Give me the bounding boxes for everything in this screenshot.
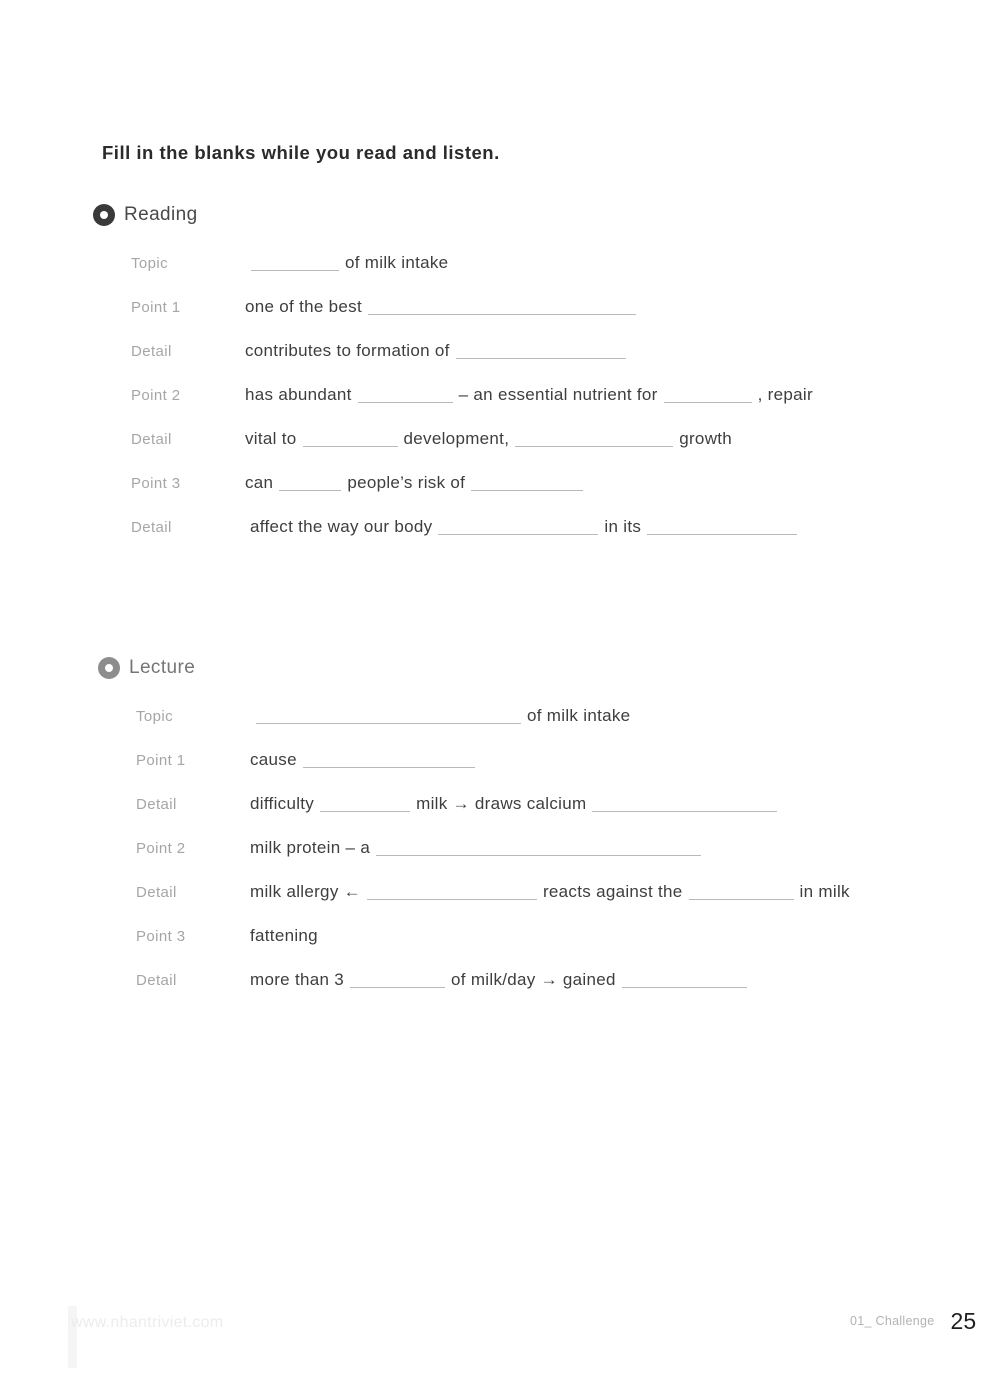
row-label: Point 1 [131,299,181,316]
blank-line [279,478,341,491]
segment-text: growth [679,429,733,448]
blank-line [515,434,673,447]
reading-section-header [93,203,813,227]
row-label: Point 2 [136,840,186,857]
fill-row [131,417,813,461]
row-label: Point 1 [136,752,186,769]
fill-row [131,285,813,329]
segment-text: fattening [250,926,318,945]
row-label: Point 3 [131,475,181,492]
segment-text: cause [250,750,297,769]
blank-line [647,522,797,535]
fill-row [131,505,813,549]
blank-line [456,346,626,359]
blank-line [471,478,583,491]
blank-line [350,975,445,988]
blank-line [368,302,636,315]
segment-text: milk allergy ← [250,882,361,901]
row-label: Detail [131,431,172,448]
blank-line [689,887,794,900]
segment-text: of milk intake [527,706,631,725]
blank-line [256,711,521,724]
reading-section [93,203,813,549]
row-label: Detail [131,343,172,360]
lecture-section-header [98,656,850,680]
segment-text: development, [403,429,510,448]
segment-text: has abundant [245,385,352,404]
page-footer [850,1305,976,1337]
row-label: Detail [136,972,177,989]
fill-row [136,826,850,870]
blank-line [303,755,475,768]
segment-text: – an essential nutrient for [458,385,658,404]
segment-text: milk → draws calcium [416,794,587,813]
fill-row [136,870,850,914]
row-label: Detail [136,796,177,813]
blank-line [251,258,339,271]
segment-text: vital to [245,429,297,448]
segment-text: contributes to formation of [245,341,450,360]
watermark: www.nhantriviet.com [71,1314,224,1331]
blank-line [320,799,410,812]
segment-text: difficulty [250,794,315,813]
row-label: Detail [136,884,177,901]
blank-line [367,887,537,900]
footer-unit-label: 01_ Challenge [850,1314,935,1328]
segment-text: in its [604,517,642,536]
row-label: Topic [131,255,169,272]
fill-row [136,782,850,826]
row-label: Point 2 [131,387,181,404]
segment-text: milk protein – a [250,838,371,857]
section-title: Lecture [129,657,196,678]
reading-rows [131,241,813,549]
fill-row [136,914,850,958]
fill-row [131,461,813,505]
segment-text: of milk intake [345,253,449,272]
footer-page-number: 25 [950,1307,977,1334]
row-label: Topic [136,708,174,725]
page-instruction: Fill in the blanks while you read and listen. [102,142,500,163]
fill-row [131,373,813,417]
lecture-section [98,656,850,1002]
segment-text: , repair [757,385,813,404]
fill-row [136,738,850,782]
blank-line [358,390,453,403]
section-title: Reading [124,204,198,225]
segment-text: more than 3 [250,970,345,989]
fill-row [136,694,850,738]
disc-icon [98,657,120,679]
lecture-rows [136,694,850,1002]
row-label: Detail [131,519,172,536]
segment-text: of milk/day → gained [451,970,616,989]
blank-line [622,975,747,988]
row-label: Point 3 [136,928,186,945]
disc-icon [93,204,115,226]
segment-text: can [245,473,274,492]
blank-line [376,843,701,856]
segment-text: one of the best [245,297,362,316]
blank-line [438,522,598,535]
blank-line [303,434,398,447]
blank-line [592,799,777,812]
segment-text: reacts against the [542,882,683,901]
segment-text: in milk [799,882,850,901]
segment-text: people’s risk of [347,473,466,492]
fill-row [131,329,813,373]
fill-row [131,241,813,285]
fill-row [136,958,850,1002]
blank-line [664,390,752,403]
segment-text: affect the way our body [245,517,433,536]
